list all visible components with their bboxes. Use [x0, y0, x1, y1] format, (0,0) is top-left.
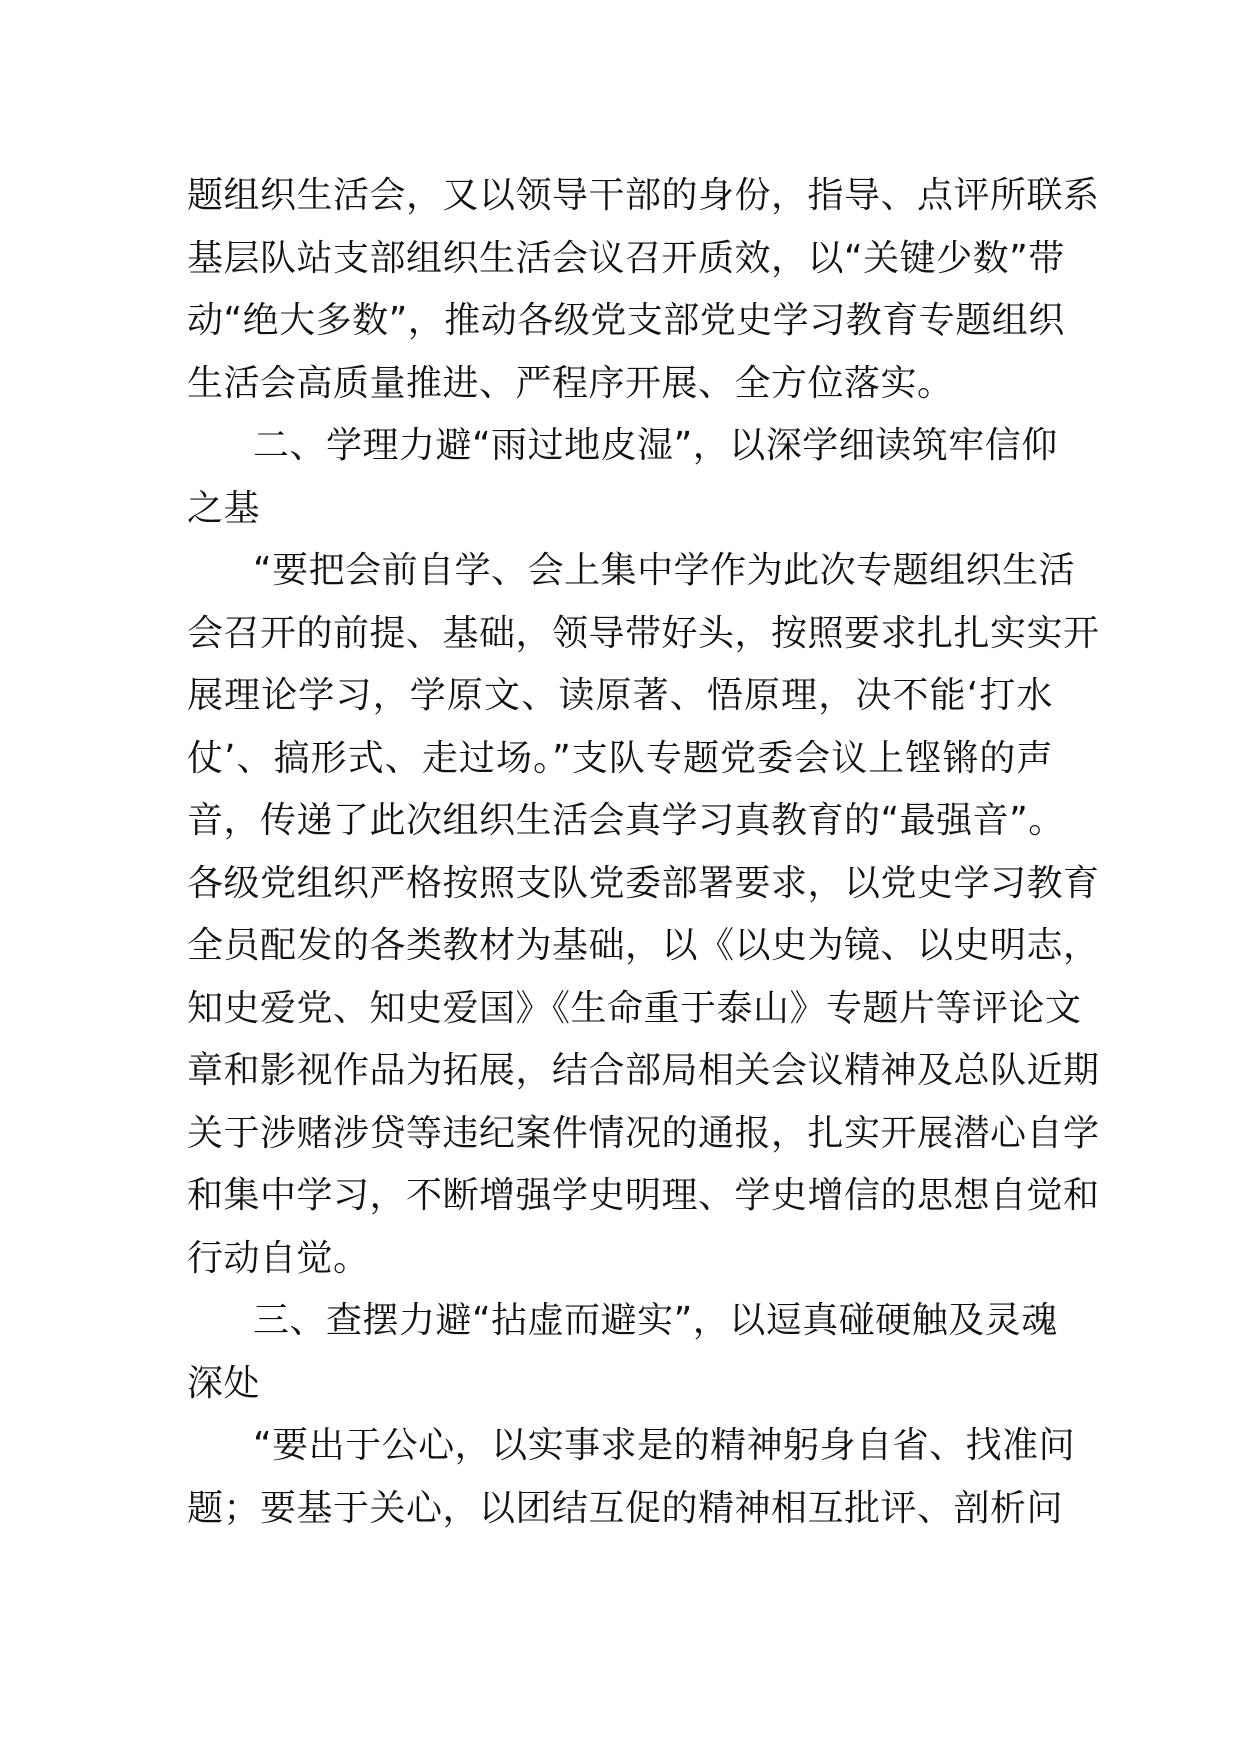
text-line: 动“绝大多数”，推动各级党支部党史学习教育专题组织: [187, 300, 1065, 341]
text-line: 章和影视作品为拓展，结合部局相关会议精神及总队近期: [187, 1050, 1100, 1091]
text-line: “要出于公心，以实事求是的精神躬身自省、找准问: [253, 1425, 1076, 1466]
text-line: 基层队站支部组织生活会议召开质效，以“关键少数”带: [187, 237, 1065, 279]
section-heading-line: 三、查摆力避“拈虚而避实”，以逗真碰硬触及灵魂: [253, 1300, 1058, 1341]
text-line: “要把会前自学、会上集中学作为此次专题组织生活: [253, 550, 1076, 591]
section-heading-line: 之基: [187, 487, 261, 529]
document-body: [187, 165, 1100, 1540]
text-line: 仗’、搞形式、走过场。”支队专题党委会议上铿锵的声: [187, 737, 1053, 779]
section-heading-line: 二、学理力避“雨过地皮湿”，以深学细读筑牢信仰: [253, 425, 1058, 466]
text-line: 题；要基于关心，以团结互促的精神相互批评、剖析问: [187, 1487, 1064, 1529]
text-line: 各级党组织严格按照支队党委部署要求，以党史学习教育: [187, 862, 1100, 904]
text-line: 展理论学习，学原文、读原著、悟原理，决不能‘打水: [187, 675, 1053, 716]
text-line: 题组织生活会，又以领导干部的身份，指导、点评所联系: [187, 175, 1100, 216]
text-line: 知史爱党、知史爱国》《生命重于泰山》专题片等评论文: [187, 987, 1082, 1029]
text-line: 音，传递了此次组织生活会真学习真教育的“最强音”。: [187, 800, 1065, 841]
text-line: 关于涉赌涉贷等违纪案件情况的通报，扎实开展潜心自学: [187, 1112, 1100, 1154]
text-line: 会召开的前提、基础，领导带好头，按照要求扎扎实实开: [187, 612, 1100, 654]
section-heading-line: 深处: [187, 1362, 261, 1404]
text-line: 全员配发的各类教材为基础，以《以史为镜、以史明志，: [187, 925, 1100, 966]
text-line: 和集中学习，不断增强学史明理、学史增信的思想自觉和: [187, 1175, 1100, 1216]
text-line: 生活会高质量推进、严程序开展、全方位落实。: [187, 362, 954, 404]
text-line: 行动自觉。: [187, 1237, 370, 1279]
